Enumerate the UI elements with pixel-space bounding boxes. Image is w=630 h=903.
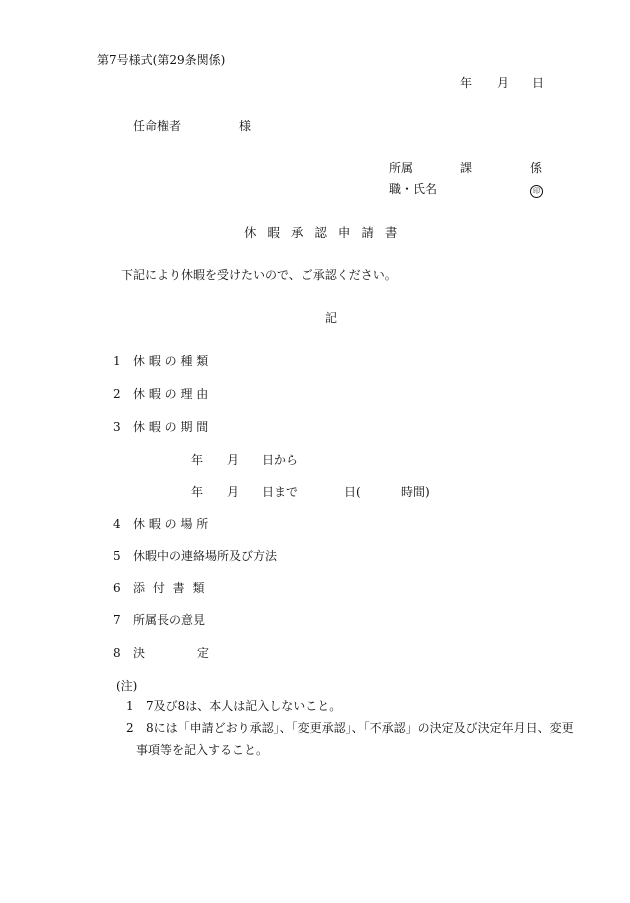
item-5-label: 休暇中の連絡場所及び方法	[133, 549, 278, 563]
item-2-label: 休 暇 の 理 由	[133, 387, 209, 401]
item-7-label: 所属長の意見	[133, 613, 206, 627]
record-heading: 記	[325, 311, 338, 325]
section-label: 課	[460, 161, 473, 175]
period-from-month: 月	[227, 453, 240, 467]
item-2-number: 2	[113, 387, 121, 401]
period-days-label: 日(	[344, 485, 361, 499]
item-8-label: 決 定	[133, 646, 214, 660]
form-number: 第7号様式(第29条関係)	[97, 53, 226, 67]
item-6-number: 6	[113, 581, 121, 595]
subsection-label: 係	[530, 161, 543, 175]
note-2-text: 8には「申請どおり承認」、「変更承認」、「不承認」の決定及び決定年月日、変更	[146, 721, 574, 735]
date-month-label: 月	[497, 76, 510, 90]
seal-mark	[530, 183, 543, 198]
item-3-label: 休 暇 の 期 間	[133, 420, 209, 434]
period-to-day: 日まで	[262, 485, 299, 499]
date-day-label: 日	[532, 76, 545, 90]
item-3-number: 3	[113, 420, 121, 434]
item-1-number: 1	[113, 354, 121, 368]
title-name-label: 職・氏名	[389, 182, 438, 196]
period-hours-label: 時間)	[401, 485, 430, 499]
period-from-day: 日から	[262, 453, 299, 467]
page-title: 休 暇 承 認 申 請 書	[244, 225, 398, 240]
note-2-number: 2	[126, 721, 134, 735]
date-year-label: 年	[460, 76, 473, 90]
item-4-number: 4	[113, 517, 121, 531]
period-to-year: 年	[191, 485, 204, 499]
item-7-number: 7	[113, 613, 121, 627]
notes-heading: (注)	[116, 679, 138, 693]
note-1-text: 7及び8は、本人は記入しないこと。	[146, 699, 342, 713]
note-2-text-continued: 事項等を記入すること。	[136, 743, 269, 757]
item-8-number: 8	[113, 646, 121, 660]
seal-icon: 印	[530, 185, 543, 198]
item-4-label: 休 暇 の 場 所	[133, 517, 209, 531]
addressee-label: 任命権者	[133, 119, 182, 133]
request-text: 下記により休暇を受けたいので、ご承認ください。	[121, 268, 397, 282]
affiliation-label: 所属	[389, 161, 414, 175]
item-5-number: 5	[113, 549, 121, 563]
addressee-honorific: 様	[239, 119, 252, 133]
period-to-month: 月	[227, 485, 240, 499]
item-1-label: 休 暇 の 種 類	[133, 354, 209, 368]
item-6-label: 添 付 書 類	[133, 581, 205, 595]
note-1-number: 1	[126, 699, 134, 713]
period-from-year: 年	[191, 453, 204, 467]
